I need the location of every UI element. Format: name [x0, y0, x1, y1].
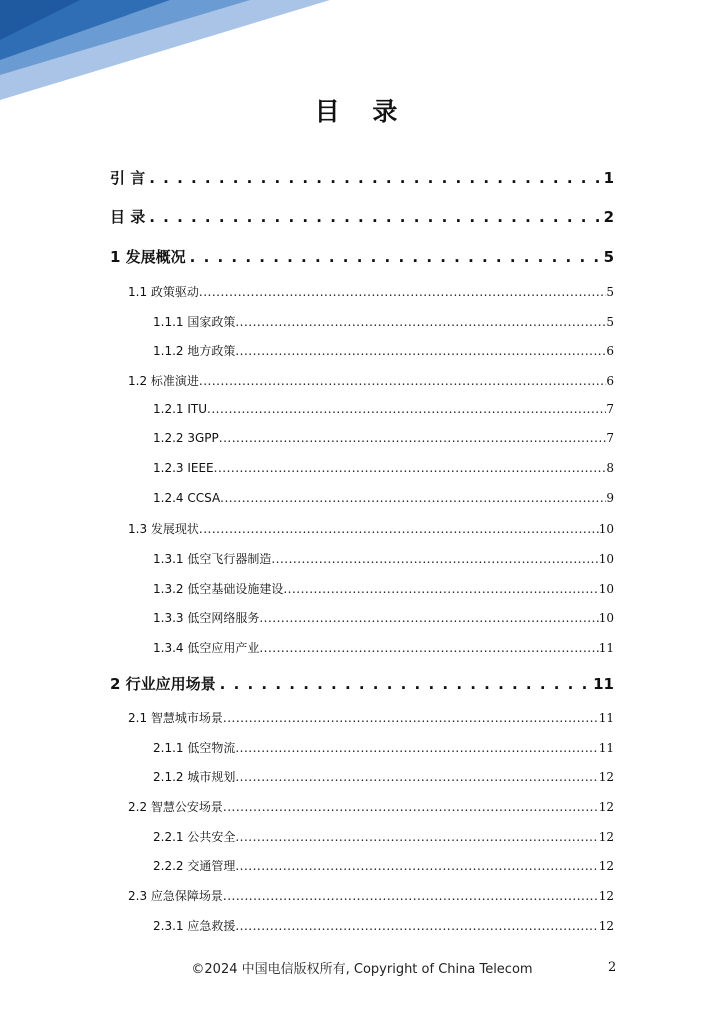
toc-entry[interactable]: 2.2.1 公共安全 ..... 12	[153, 828, 614, 845]
toc-entry[interactable]: 1.2.2 3GPP ..... 7	[153, 431, 614, 445]
toc-entry[interactable]: 引 言 . . . 1	[110, 167, 614, 188]
page-title: 目 录	[314, 97, 410, 126]
toc-entry[interactable]: 2.3.1 应急救援 ..... 12	[153, 917, 614, 934]
toc-entry[interactable]: 1.2.3 IEEE ..... 8	[153, 461, 614, 475]
copyright-footer: ©2024 中国电信版权所有, Copyright of China Telecom	[191, 962, 533, 977]
toc-entry[interactable]: 1.1.2 地方政策 ..... 6	[153, 342, 614, 359]
toc-entry[interactable]: 1.2.1 ITU ..... 7	[153, 402, 614, 416]
toc-entry[interactable]: 2.2.2 交通管理 ..... 12	[153, 857, 614, 874]
toc-entry[interactable]: 1 发展概况 . . . 5	[110, 246, 614, 267]
toc-entry[interactable]: 1.3.3 低空网络服务 ..... 10	[153, 609, 614, 626]
toc-entry[interactable]: 1.3.2 低空基础设施建设 ..... 10	[153, 580, 614, 597]
toc-entry[interactable]: 2.3 应急保障场景 ..... 12	[128, 887, 614, 904]
toc-entry[interactable]: 1.1 政策驱动 ..... 5	[128, 283, 614, 300]
toc-entry[interactable]: 1.3.1 低空飞行器制造 ..... 10	[153, 550, 614, 567]
toc-entry[interactable]: 2 行业应用场景 . . . 11	[110, 673, 614, 694]
toc-entry[interactable]: 1.2.4 CCSA ..... 9	[153, 491, 614, 505]
toc-entry[interactable]: 2.2 智慧公安场景 ..... 12	[128, 798, 614, 815]
toc-entry[interactable]: 1.1.1 国家政策 ..... 5	[153, 313, 614, 330]
toc-entry[interactable]: 1.3 发展现状 ..... 10	[128, 520, 614, 537]
toc-entry[interactable]: 2.1 智慧城市场景 ..... 11	[128, 709, 614, 726]
page-number: 2	[608, 960, 617, 975]
toc-entry[interactable]: 2.1.2 城市规划 ..... 12	[153, 768, 614, 785]
toc-entry[interactable]: 目 录 . . . 2	[110, 206, 614, 227]
toc-entry[interactable]: 1.2 标准演进 ..... 6	[128, 372, 614, 389]
toc-entry[interactable]: 2.1.1 低空物流 ..... 11	[153, 739, 614, 756]
toc-entry[interactable]: 1.3.4 低空应用产业 ..... 11	[153, 639, 614, 656]
